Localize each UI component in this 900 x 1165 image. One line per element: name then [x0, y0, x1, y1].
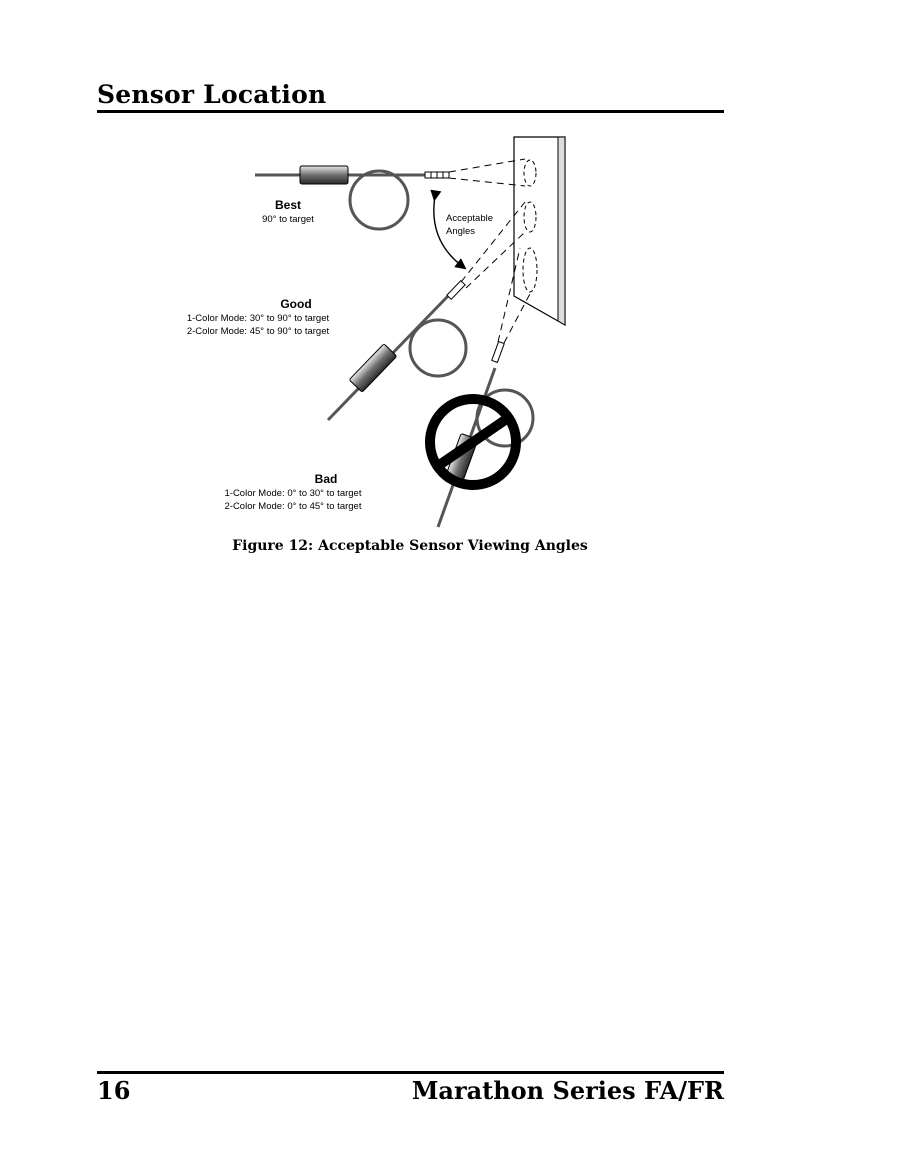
- header-rule: [97, 110, 724, 113]
- target-plate: [514, 137, 565, 325]
- best-description: 90° to target: [262, 214, 314, 225]
- page-number: 16: [97, 1076, 131, 1105]
- bad-label: Bad: [314, 472, 338, 486]
- best-label: Best: [274, 198, 302, 212]
- bad-mode-2: 2-Color Mode: 0° to 45° to target: [224, 501, 362, 512]
- acceptable-label-line2: Angles: [446, 226, 476, 237]
- sensor-viewing-angles-figure: [170, 130, 590, 535]
- good-mode-1: 1-Color Mode: 30° to 90° to target: [186, 313, 330, 324]
- acceptable-label-line1: Acceptable: [446, 213, 494, 224]
- good-sensor: [328, 202, 525, 420]
- good-label: Good: [280, 297, 312, 311]
- bad-mode-1: 1-Color Mode: 0° to 30° to target: [224, 488, 362, 499]
- figure-caption: Figure 12: Acceptable Sensor Viewing Angles: [232, 538, 588, 554]
- good-mode-2: 2-Color Mode: 45° to 90° to target: [186, 326, 330, 337]
- page-title: Sensor Location: [97, 80, 327, 109]
- footer-title: Marathon Series FA/FR: [411, 1076, 724, 1105]
- footer-rule: [97, 1071, 724, 1074]
